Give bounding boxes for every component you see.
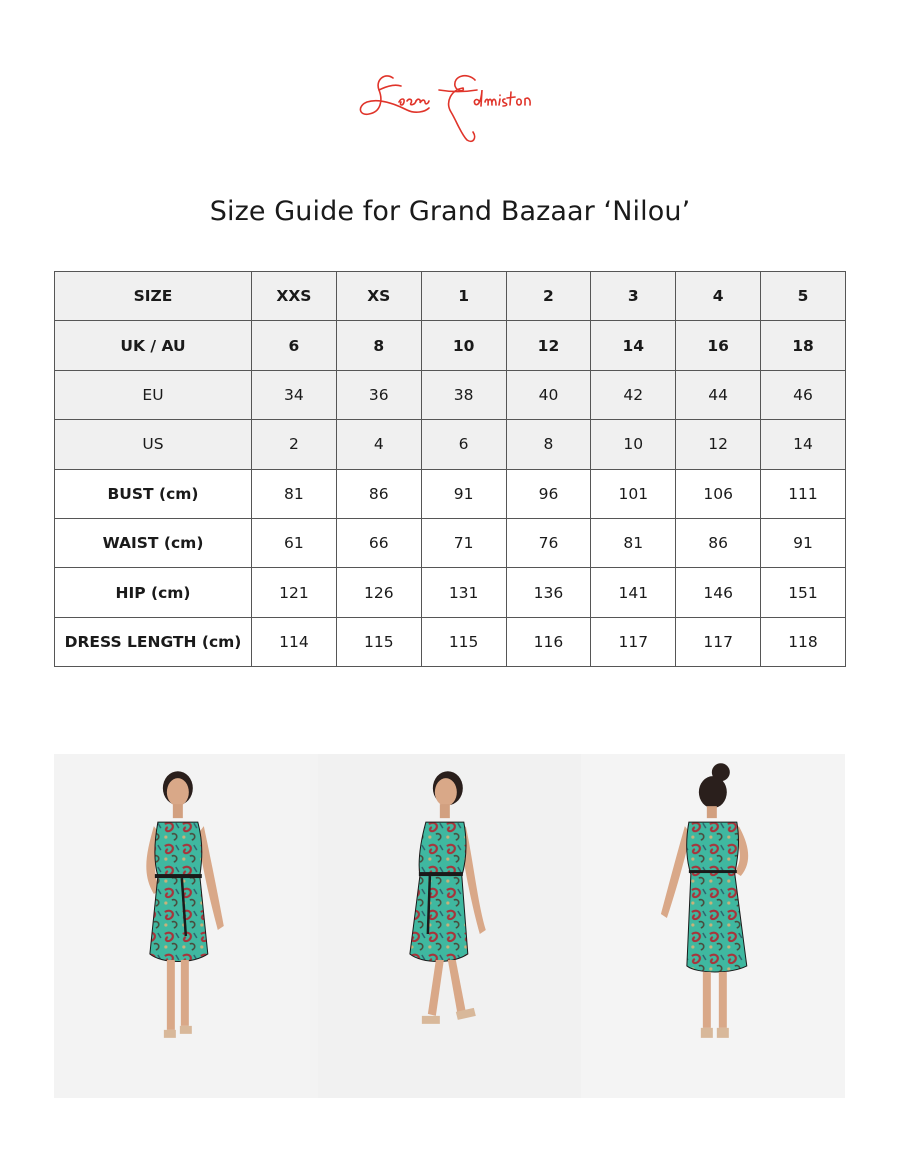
row-label: HIP (cm) <box>55 568 252 617</box>
table-cell: 91 <box>761 518 846 567</box>
model-front-figure-icon <box>54 754 318 1098</box>
table-cell: 10 <box>421 321 506 370</box>
table-row <box>55 420 846 469</box>
table-cell: 81 <box>591 518 676 567</box>
table-cell: 40 <box>506 370 591 419</box>
table-row <box>55 321 846 370</box>
page-title: Size Guide for Grand Bazaar ‘Nilou’ <box>209 196 691 227</box>
table-cell: 2 <box>506 272 591 321</box>
table-cell: 117 <box>676 617 761 666</box>
table-cell: 114 <box>252 617 337 666</box>
table-cell: 71 <box>421 518 506 567</box>
table-cell: 14 <box>761 420 846 469</box>
table-cell: 14 <box>591 321 676 370</box>
table-cell: 4 <box>676 272 761 321</box>
table-cell: 46 <box>761 370 846 419</box>
table-cell: 111 <box>761 469 846 518</box>
table-cell: 131 <box>421 568 506 617</box>
row-label: DRESS LENGTH (cm) <box>55 617 252 666</box>
photo-front-view <box>54 754 318 1098</box>
table-cell: 86 <box>676 518 761 567</box>
row-label: BUST (cm) <box>55 469 252 518</box>
leona-edmiston-signature-icon <box>355 68 545 148</box>
brand-logo <box>355 68 545 148</box>
table-cell: 115 <box>421 617 506 666</box>
table-cell: 10 <box>591 420 676 469</box>
table-cell: XXS <box>252 272 337 321</box>
table-cell: 101 <box>591 469 676 518</box>
table-row <box>55 617 846 666</box>
table-cell: 115 <box>336 617 421 666</box>
table-cell: 96 <box>506 469 591 518</box>
table-cell: 38 <box>421 370 506 419</box>
table-cell: 121 <box>252 568 337 617</box>
table-cell: 3 <box>591 272 676 321</box>
table-cell: 12 <box>506 321 591 370</box>
table-cell: 86 <box>336 469 421 518</box>
table-cell: 4 <box>336 420 421 469</box>
product-photos <box>54 754 845 1098</box>
table-row <box>55 518 846 567</box>
table-cell: 81 <box>252 469 337 518</box>
table-row <box>55 272 846 321</box>
table-cell: 106 <box>676 469 761 518</box>
table-cell: 42 <box>591 370 676 419</box>
model-back-figure-icon <box>581 754 845 1098</box>
table-cell: 117 <box>591 617 676 666</box>
size-guide-table <box>54 271 846 667</box>
table-cell: 136 <box>506 568 591 617</box>
table-cell: 8 <box>336 321 421 370</box>
table-row <box>55 568 846 617</box>
table-cell: 76 <box>506 518 591 567</box>
table-cell: 5 <box>761 272 846 321</box>
table-cell: XS <box>336 272 421 321</box>
row-label: WAIST (cm) <box>55 518 252 567</box>
table-cell: 126 <box>336 568 421 617</box>
table-cell: 36 <box>336 370 421 419</box>
photo-back-view <box>581 754 845 1098</box>
table-cell: 6 <box>421 420 506 469</box>
table-cell: 6 <box>252 321 337 370</box>
row-label: SIZE <box>55 272 252 321</box>
row-label: US <box>55 420 252 469</box>
row-label: UK / AU <box>55 321 252 370</box>
table-cell: 34 <box>252 370 337 419</box>
table-cell: 18 <box>761 321 846 370</box>
table-cell: 91 <box>421 469 506 518</box>
row-label: EU <box>55 370 252 419</box>
table-cell: 146 <box>676 568 761 617</box>
table-cell: 141 <box>591 568 676 617</box>
table-cell: 61 <box>252 518 337 567</box>
model-side-figure-icon <box>318 754 582 1098</box>
table-cell: 8 <box>506 420 591 469</box>
table-row <box>55 469 846 518</box>
table-cell: 1 <box>421 272 506 321</box>
table-cell: 2 <box>252 420 337 469</box>
table-cell: 116 <box>506 617 591 666</box>
table-cell: 12 <box>676 420 761 469</box>
table-cell: 118 <box>761 617 846 666</box>
table-cell: 151 <box>761 568 846 617</box>
photo-side-view <box>318 754 582 1098</box>
table-cell: 66 <box>336 518 421 567</box>
table-cell: 16 <box>676 321 761 370</box>
table-row <box>55 370 846 419</box>
table-cell: 44 <box>676 370 761 419</box>
